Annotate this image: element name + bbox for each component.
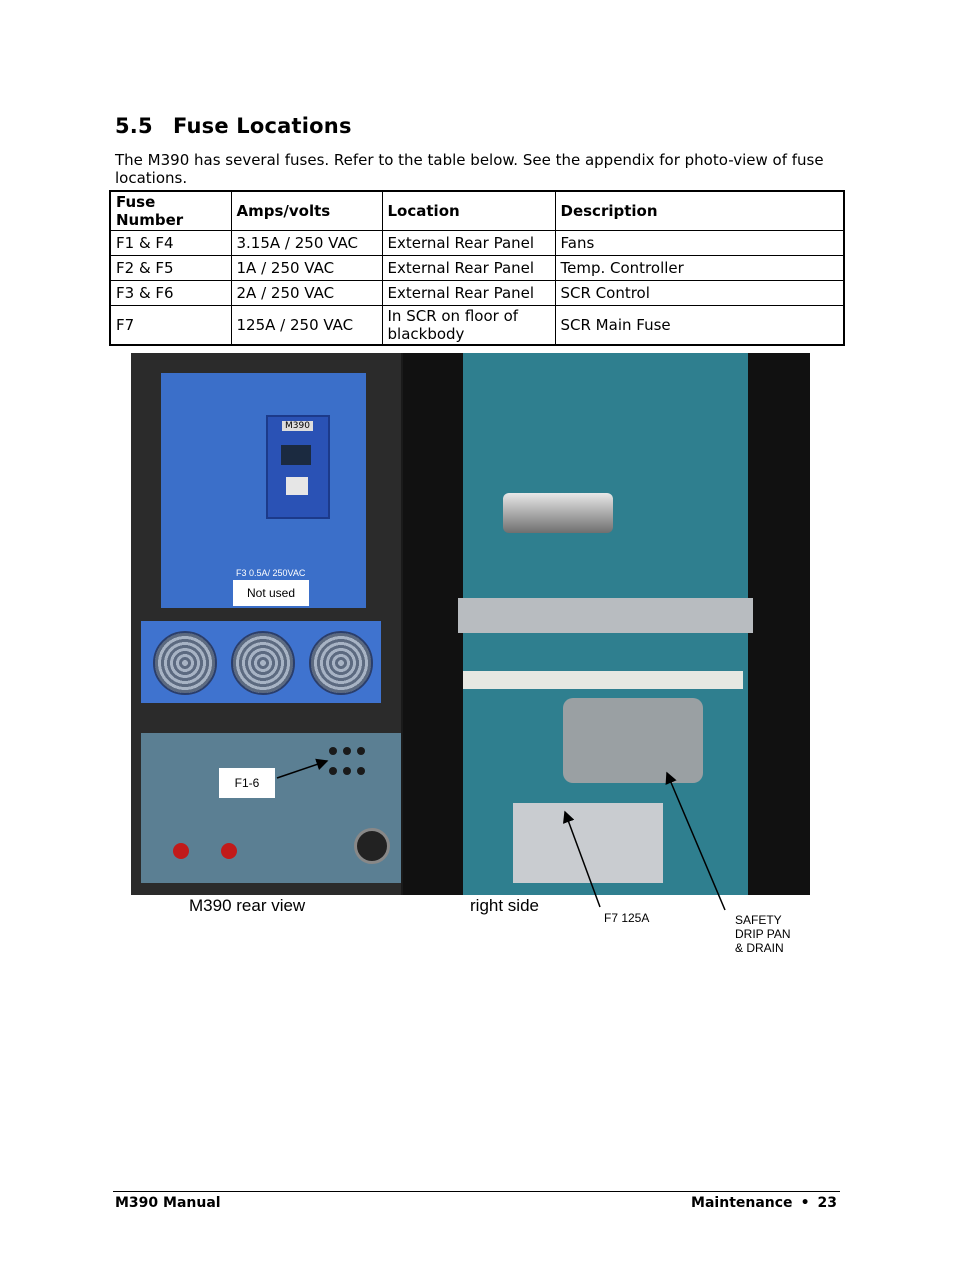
table-cell: SCR Main Fuse: [555, 306, 844, 346]
footer-rule: [113, 1191, 840, 1192]
section-number: 5.5: [115, 114, 153, 138]
table-cell: 2A / 250 VAC: [231, 281, 382, 306]
caption-line: DRIP PAN: [735, 927, 791, 941]
table-cell: 1A / 250 VAC: [231, 256, 382, 281]
table-cell: External Rear Panel: [382, 231, 555, 256]
equipment-photo: [131, 353, 810, 895]
section-heading: [115, 114, 352, 138]
table-cell: 3.15A / 250 VAC: [231, 231, 382, 256]
caption-rear-view: M390 rear view: [189, 896, 306, 915]
caption-line: SAFETY: [735, 913, 782, 927]
column-header: Description: [555, 191, 844, 231]
column-header: Amps/volts: [231, 191, 382, 231]
column-header: Location: [382, 191, 555, 231]
table-header-row: [110, 191, 844, 231]
arrow-overlay: [131, 353, 810, 895]
table-cell: Fans: [555, 231, 844, 256]
section-title: Fuse Locations: [173, 114, 352, 138]
footer-manual-title: M390 Manual: [115, 1195, 221, 1211]
table-row: [110, 231, 844, 256]
table-cell: F3 & F6: [110, 281, 231, 306]
caption-drip-pan: [735, 913, 791, 955]
table-cell: F1 & F4: [110, 231, 231, 256]
table-row: [110, 256, 844, 281]
page-number: 23: [817, 1195, 837, 1211]
table-cell: SCR Control: [555, 281, 844, 306]
table-cell: External Rear Panel: [382, 256, 555, 281]
caption-f7: F7 125A: [604, 911, 650, 925]
table-row: [110, 281, 844, 306]
fuse-tag-label: F3 0.5A/ 250VAC: [236, 568, 306, 578]
footer-section: Maintenance: [691, 1195, 793, 1211]
table-cell: In SCR on floor of blackbody: [382, 306, 555, 346]
table-cell: F2 & F5: [110, 256, 231, 281]
footer-page-info: [691, 1195, 837, 1211]
not-used-label: Not used: [233, 580, 309, 606]
table-cell: Temp. Controller: [555, 256, 844, 281]
arrow-f1-6: [277, 761, 327, 778]
f1-6-label: F1-6: [219, 768, 275, 798]
controller-label: M390: [282, 421, 313, 431]
footer-bullet: •: [800, 1195, 810, 1211]
intro-paragraph: The M390 has several fuses. Refer to the table below. See the appendix for photo-view of fuse locations.: [115, 151, 824, 187]
table-cell: 125A / 250 VAC: [231, 306, 382, 346]
table-cell: F7: [110, 306, 231, 346]
table-cell: External Rear Panel: [382, 281, 555, 306]
table-row: [110, 306, 844, 346]
caption-right-side: right side: [470, 896, 539, 915]
column-header: Fuse Number: [110, 191, 231, 231]
caption-line: & DRAIN: [735, 941, 784, 955]
fuse-table: [109, 190, 845, 346]
